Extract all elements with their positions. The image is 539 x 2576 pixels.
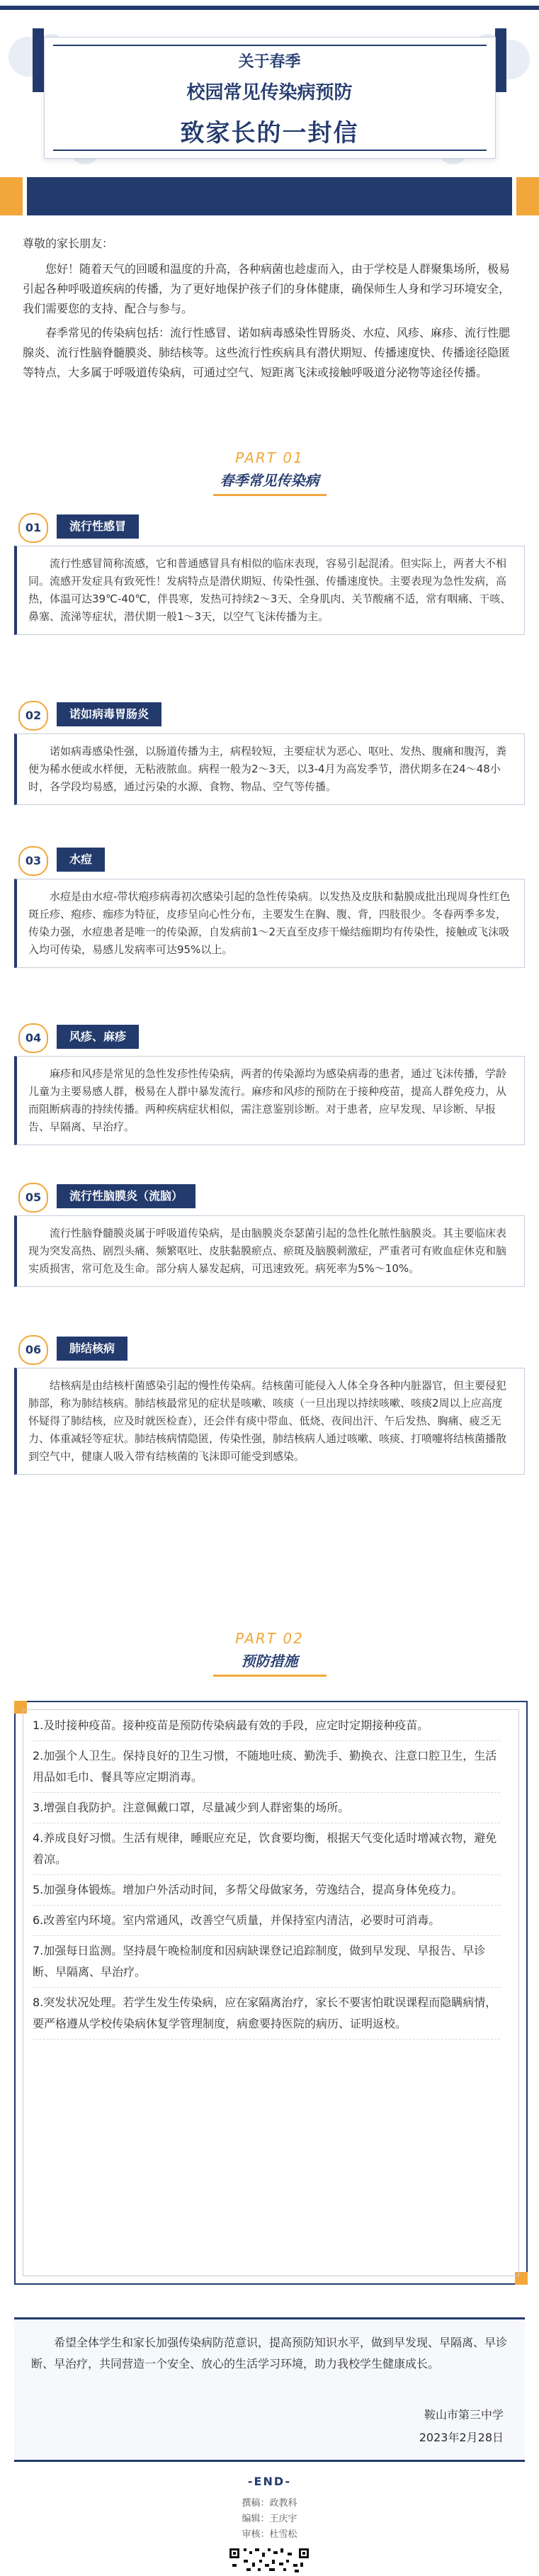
disease-description: 流行性脑脊髓膜炎属于呼吸道传染病，是由脑膜炎奈瑟菌引起的急性化脓性脑膜炎。其主要临床表现为突发高热、剧烈头痛、频繁呕吐、皮肤黏膜瘀点、瘀斑及脑膜刺激症，严重者可有败血症休克和脑实质损害，常可危及生命。部分病人暴发起病，可迅速致死。病死率为5%～10%。 — [28, 1227, 507, 1275]
disease-description: 水痘是由水痘-带状疱疹病毒初次感染引起的急性传染病。以发热及皮肤和黏膜成批出现周身性红色斑丘疹、疱疹、痂疹为特征，皮疹呈向心性分布，主要发生在胸、腹、背，四肢很少。冬春两季多发，传染力强，水痘患者是唯一的传染源，自发病前1～2天直至皮疹干燥结痂期均有传染性，接触或飞沫吸入均可传染，易感儿发病率可达95%以上。 — [28, 890, 511, 956]
disease-number: 02 — [18, 701, 48, 731]
greeting: 尊敬的家长朋友： — [23, 237, 114, 250]
prevention-list — [33, 1715, 500, 2044]
disease-section-4 — [14, 1020, 525, 1145]
disease-description-box — [14, 546, 525, 635]
header-title-line2: 校园常见传染病预防 — [186, 82, 353, 103]
disease-section-3 — [14, 843, 525, 968]
closing-paragraph: 希望全体学生和家长加强传染病防范意识，提高预防知识水平，做到早发现、早隔离、早诊断、早治疗，共同营造一个安全、放心的生活学习环境，助力我校学生健康成长。 — [31, 2336, 508, 2370]
prevention-item: 6.改善室内环境。室内常通风，改善空气质量，并保持室内清洁，必要时可消毒。 — [33, 1910, 500, 1936]
disease-header — [14, 1180, 525, 1213]
disease-number: 03 — [18, 846, 48, 876]
closing-box — [14, 2317, 525, 2462]
header-bar-gap-left — [23, 177, 27, 215]
part1-underline — [213, 494, 327, 496]
part1-number: PART 01 — [235, 449, 304, 466]
prevention-item: 1.及时接种疫苗。接种疫苗是预防传染病最有效的手段，应定时定期接种疫苗。 — [33, 1715, 500, 1741]
qr-code-icon — [227, 2546, 312, 2574]
header-title-line3: 致家长的一封信 — [180, 119, 359, 147]
disease-section-5 — [14, 1180, 525, 1287]
disease-description-box — [14, 1056, 525, 1145]
disease-title: 诺如病毒胃肠炎 — [57, 702, 161, 726]
part2-title: 预防措施 — [241, 1653, 298, 1670]
credit-author: 撰稿：政教科 — [242, 2498, 297, 2509]
disease-section-1 — [14, 510, 525, 635]
disease-description: 结核病是由结核杆菌感染引起的慢性传染病。结核菌可能侵入人体全身各种内脏器官，但主要侵犯肺部，称为肺结核病。肺结核最常见的症状是咳嗽、咳痰（一旦出现以持续咳嗽、咳痰2周以上应高度怀疑得了肺结核，应及时就医检查），还会伴有痰中带血、低烧、夜间出汗、午后发热、胸痛、疲乏无力、体重减轻等症状。肺结核病情隐匿，传染性强，肺结核病人通过咳嗽、咳痰、打喷嚏将结核菌播散到空气中，健康人吸入带有结核菌的飞沫即可能受到感染。 — [28, 1379, 507, 1463]
credit-editor: 编辑：王庆宇 — [242, 2514, 297, 2524]
disease-section-6 — [14, 1332, 525, 1475]
disease-description-box — [14, 1368, 525, 1475]
intro-section — [23, 234, 516, 387]
disease-number: 04 — [18, 1023, 48, 1053]
credit-reviewer: 审核：杜雪松 — [242, 2529, 297, 2540]
disease-header — [14, 1332, 525, 1365]
intro-paragraph-2: 春季常见的传染病包括：流行性感冒、诺如病毒感染性胃肠炎、水痘、风疹、麻疹、流行性腮腺炎、流行性脑脊髓膜炎、肺结核等。这些流行性疾病具有潜伏期短、传播速度快、传播途径隐匿等特点，大多属于呼吸道传染病，可通过空气、短距离飞沫或接触呼吸道分泌物等途径传播。 — [23, 326, 511, 379]
disease-description: 诺如病毒感染性强，以肠道传播为主，病程较短，主要症状为恶心、呕吐、发热、腹痛和腹泻，粪便为稀水便或水样便，无粘液脓血。病程一般为2～3天，以3-4月为高发季节，潜伏期多在24～48小时，各学段均易感，通过污染的水源、食物、物品、空气等传播。 — [28, 745, 507, 793]
disease-section-2 — [14, 698, 525, 805]
part1-title: 春季常见传染病 — [220, 472, 319, 489]
prevention-item: 4.养成良好习惯。生活有规律，睡眠应充足，饮食要均衡，根据天气变化适时增减衣物，避免着凉。 — [33, 1828, 500, 1875]
disease-description-box — [14, 1215, 525, 1287]
disease-description: 麻疹和风疹是常见的急性发疹性传染病，两者的传染源均为感染病毒的患者，通过飞沫传播，学龄儿童为主要易感人群，极易在人群中暴发流行。麻疹和风疹的预防在于接种疫苗，提高人群免疫力，从而阻断病毒的持续传播。两种疾病症状相似，需注意鉴别诊断。对于患者，应早发现、早诊断、早报告、早隔离、早治疗。 — [28, 1067, 507, 1133]
disease-number: 05 — [18, 1183, 48, 1213]
disease-description-box — [14, 733, 525, 805]
part2-heading — [0, 1630, 539, 1677]
letter-date: 2023年2月28日 — [419, 2431, 504, 2444]
prevention-item: 5.加强身体锻炼。增加户外活动时间，多帮父母做家务，劳逸结合，提高身体免疫力。 — [33, 1879, 500, 1906]
disease-description: 流行性感冒简称流感，它和普通感冒具有相似的临床表现，容易引起混淆。但实际上，两者大不相同。流感开发症具有致死性！发病特点是潜伏期短、传染性强、传播速度快。主要表现为急性发病，高热，体温可达39℃-40℃，伴畏寒，发热可持续2～3天、全身肌肉、关节酸痛不适，常有咽痛、干咳、鼻塞、流涕等症状，潜伏期一般1～3天，以空气飞沫传播为主。 — [28, 557, 511, 623]
prevention-item: 2.加强个人卫生。保持良好的卫生习惯，不随地吐痰、勤洗手、勤换衣、注意口腔卫生，生活用品如毛巾、餐具等应定期消毒。 — [33, 1745, 500, 1793]
disease-header — [14, 843, 525, 876]
prevention-box — [14, 1701, 528, 2285]
disease-header — [14, 698, 525, 731]
disease-number: 06 — [18, 1335, 48, 1365]
school-signature: 鞍山市第三中学 — [424, 2408, 504, 2422]
disease-header — [14, 510, 525, 543]
disease-title: 风疹、麻疹 — [57, 1025, 139, 1049]
header-bottom-bar — [0, 177, 539, 215]
disease-header — [14, 1020, 525, 1053]
prevention-item: 3.增强自我防护。注意佩戴口罩，尽量减少到人群密集的场所。 — [33, 1797, 500, 1823]
disease-title: 流行性脑膜炎（流脑） — [57, 1184, 195, 1208]
disease-title: 肺结核病 — [57, 1337, 127, 1361]
part2-underline — [213, 1675, 327, 1677]
header-banner — [0, 0, 539, 213]
prevention-item: 7.加强每日监测。坚持晨午晚检制度和因病缺课登记追踪制度，做到早发现、早报告、早诊断、早隔离、早治疗。 — [33, 1940, 500, 1988]
disease-description-box — [14, 879, 525, 968]
header-bar-gap-right — [512, 177, 516, 215]
disease-title: 流行性感冒 — [57, 514, 139, 539]
header-title-line1: 关于春季 — [238, 53, 301, 71]
end-marker: -END- — [247, 2475, 292, 2488]
disease-title: 水痘 — [57, 848, 105, 872]
prevention-item: 8.突发状况处理。若学生发生传染病，应在家隔离治疗，家长不要害怕耽误课程而隐瞒病情，要严格遵从学校传染病休复学管理制度，病愈要持医院的病历、证明返校。 — [33, 1992, 500, 2040]
intro-paragraph-1: 您好！随着天气的回暖和温度的升高，各种病菌也趁虚而入，由于学校是人群聚集场所，极易引起各种呼吸道疾病的传播，为了更好地保护孩子们的身体健康，确保师生人身和学习环境安全，我们需要您的支持、配合与参与。 — [23, 262, 511, 315]
part2-number: PART 02 — [235, 1630, 304, 1647]
credits — [0, 2496, 539, 2543]
part1-heading — [0, 449, 539, 496]
disease-number: 01 — [18, 513, 48, 543]
